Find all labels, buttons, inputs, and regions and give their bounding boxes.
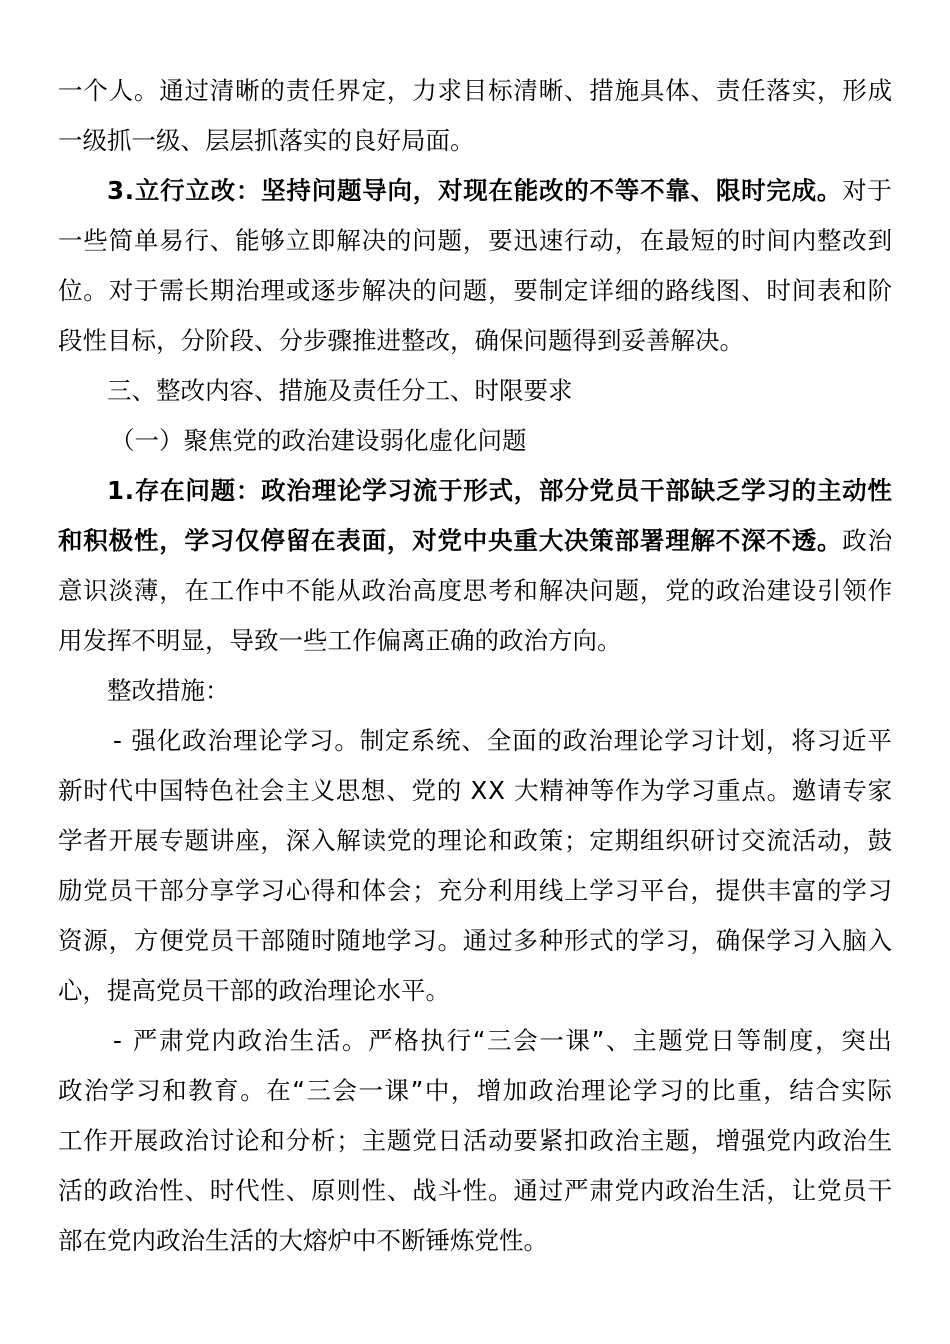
text-segment: 活的政治性、时代性、原则性、战斗性。通过严肃党内政治生活，让党员干 bbox=[58, 1176, 893, 1205]
text-segment: 工作开展政治讨论和分析；主题党日活动要紧扣政治主题，增强党内政治生 bbox=[58, 1126, 893, 1155]
text-segment: 部在党内政治生活的大熔炉中不断锤炼党性。 bbox=[58, 1226, 548, 1255]
text-segment-group bbox=[58, 516, 893, 566]
text-segment: 政治学习和教育。在“三会一课”中，增加政治理论学习的比重，结合实际 bbox=[58, 1076, 894, 1105]
paragraph-measure-1 bbox=[58, 716, 892, 1016]
text-segment: 政治 bbox=[842, 526, 893, 555]
text-line bbox=[58, 766, 892, 816]
text-line bbox=[58, 66, 892, 116]
text-segment: 心，提高党员干部的政治理论水平。 bbox=[58, 976, 450, 1005]
bold-heading-text: 3.立行立改：坚持问题导向，对现在能改的不等不靠、限时完成。 bbox=[107, 176, 843, 205]
text-line bbox=[58, 316, 892, 366]
text-segment: 学者开展专题讲座，深入解读党的理论和政策；定期组织研讨交流活动，鼓 bbox=[58, 826, 893, 855]
bold-heading-text: 1.存在问题：政治理论学习流于形式，部分党员干部缺乏学习的主动性 bbox=[107, 476, 893, 505]
text-segment: 一个人。通过清晰的责任界定，力求目标清晰、措施具体、责任落实，形成 bbox=[58, 76, 893, 105]
section-heading bbox=[58, 366, 892, 416]
text-line bbox=[58, 1216, 892, 1266]
text-line bbox=[58, 1066, 892, 1116]
text-line bbox=[58, 466, 892, 516]
paragraph-problem-1 bbox=[58, 466, 892, 666]
text-line bbox=[58, 516, 892, 566]
text-segment: 新时代中国特色社会主义思想、党的 XX 大精神等作为学习重点。邀请专家 bbox=[58, 776, 893, 805]
bold-heading-text: 和积极性，学习仅停留在表面，对党中央重大决策部署理解不深不透。 bbox=[58, 526, 843, 555]
document-page bbox=[58, 66, 892, 1266]
text-line bbox=[58, 216, 892, 266]
text-segment: 对于 bbox=[842, 176, 893, 205]
text-line bbox=[58, 566, 892, 616]
text-segment: - 强化政治理论学习。制定系统、全面的政治理论学习计划，将习近平 bbox=[113, 726, 893, 755]
subsection-heading-text: （一）聚焦党的政治建设弱化虚化问题 bbox=[110, 426, 527, 455]
text-segment: 一级抓一级、层层抓落实的良好局面。 bbox=[58, 126, 475, 155]
text-line bbox=[58, 1016, 892, 1066]
measures-label-text: 整改措施： bbox=[107, 676, 230, 705]
text-line bbox=[58, 816, 892, 866]
text-segment: 用发挥不明显，导致一些工作偏离正确的政治方向。 bbox=[58, 626, 622, 655]
paragraph-intro bbox=[58, 66, 892, 166]
paragraph-3-immediate-rectification bbox=[58, 166, 892, 366]
text-line bbox=[58, 1116, 892, 1166]
text-line bbox=[58, 866, 892, 916]
text-line bbox=[58, 716, 892, 766]
paragraph-measure-2 bbox=[58, 1016, 892, 1266]
text-line bbox=[58, 966, 892, 1016]
subsection-heading bbox=[58, 416, 892, 466]
text-segment-group bbox=[107, 166, 893, 216]
text-segment: 励党员干部分享学习心得和体会；充分利用线上学习平台，提供丰富的学习 bbox=[58, 876, 893, 905]
text-segment: 一些简单易行、能够立即解决的问题，要迅速行动，在最短的时间内整改到 bbox=[58, 226, 893, 255]
text-segment: 位。对于需长期治理或逐步解决的问题，要制定详细的路线图、时间表和阶 bbox=[58, 276, 893, 305]
text-line bbox=[58, 916, 892, 966]
section-heading-text: 三、整改内容、措施及责任分工、时限要求 bbox=[107, 376, 573, 405]
text-segment: 资源，方便党员干部随时随地学习。通过多种形式的学习，确保学习入脑入 bbox=[58, 926, 893, 955]
text-line bbox=[58, 266, 892, 316]
text-line bbox=[58, 166, 892, 216]
text-line bbox=[58, 1166, 892, 1216]
text-segment: - 严肃党内政治生活。严格执行“三会一课”、主题党日等制度，突出 bbox=[113, 1026, 894, 1055]
text-segment: 意识淡薄，在工作中不能从政治高度思考和解决问题，党的政治建设引领作 bbox=[58, 576, 893, 605]
text-segment: 段性目标，分阶段、分步骤推进整改，确保问题得到妥善解决。 bbox=[58, 326, 744, 355]
text-line bbox=[58, 616, 892, 666]
measures-label bbox=[58, 666, 892, 716]
text-line bbox=[58, 116, 892, 166]
